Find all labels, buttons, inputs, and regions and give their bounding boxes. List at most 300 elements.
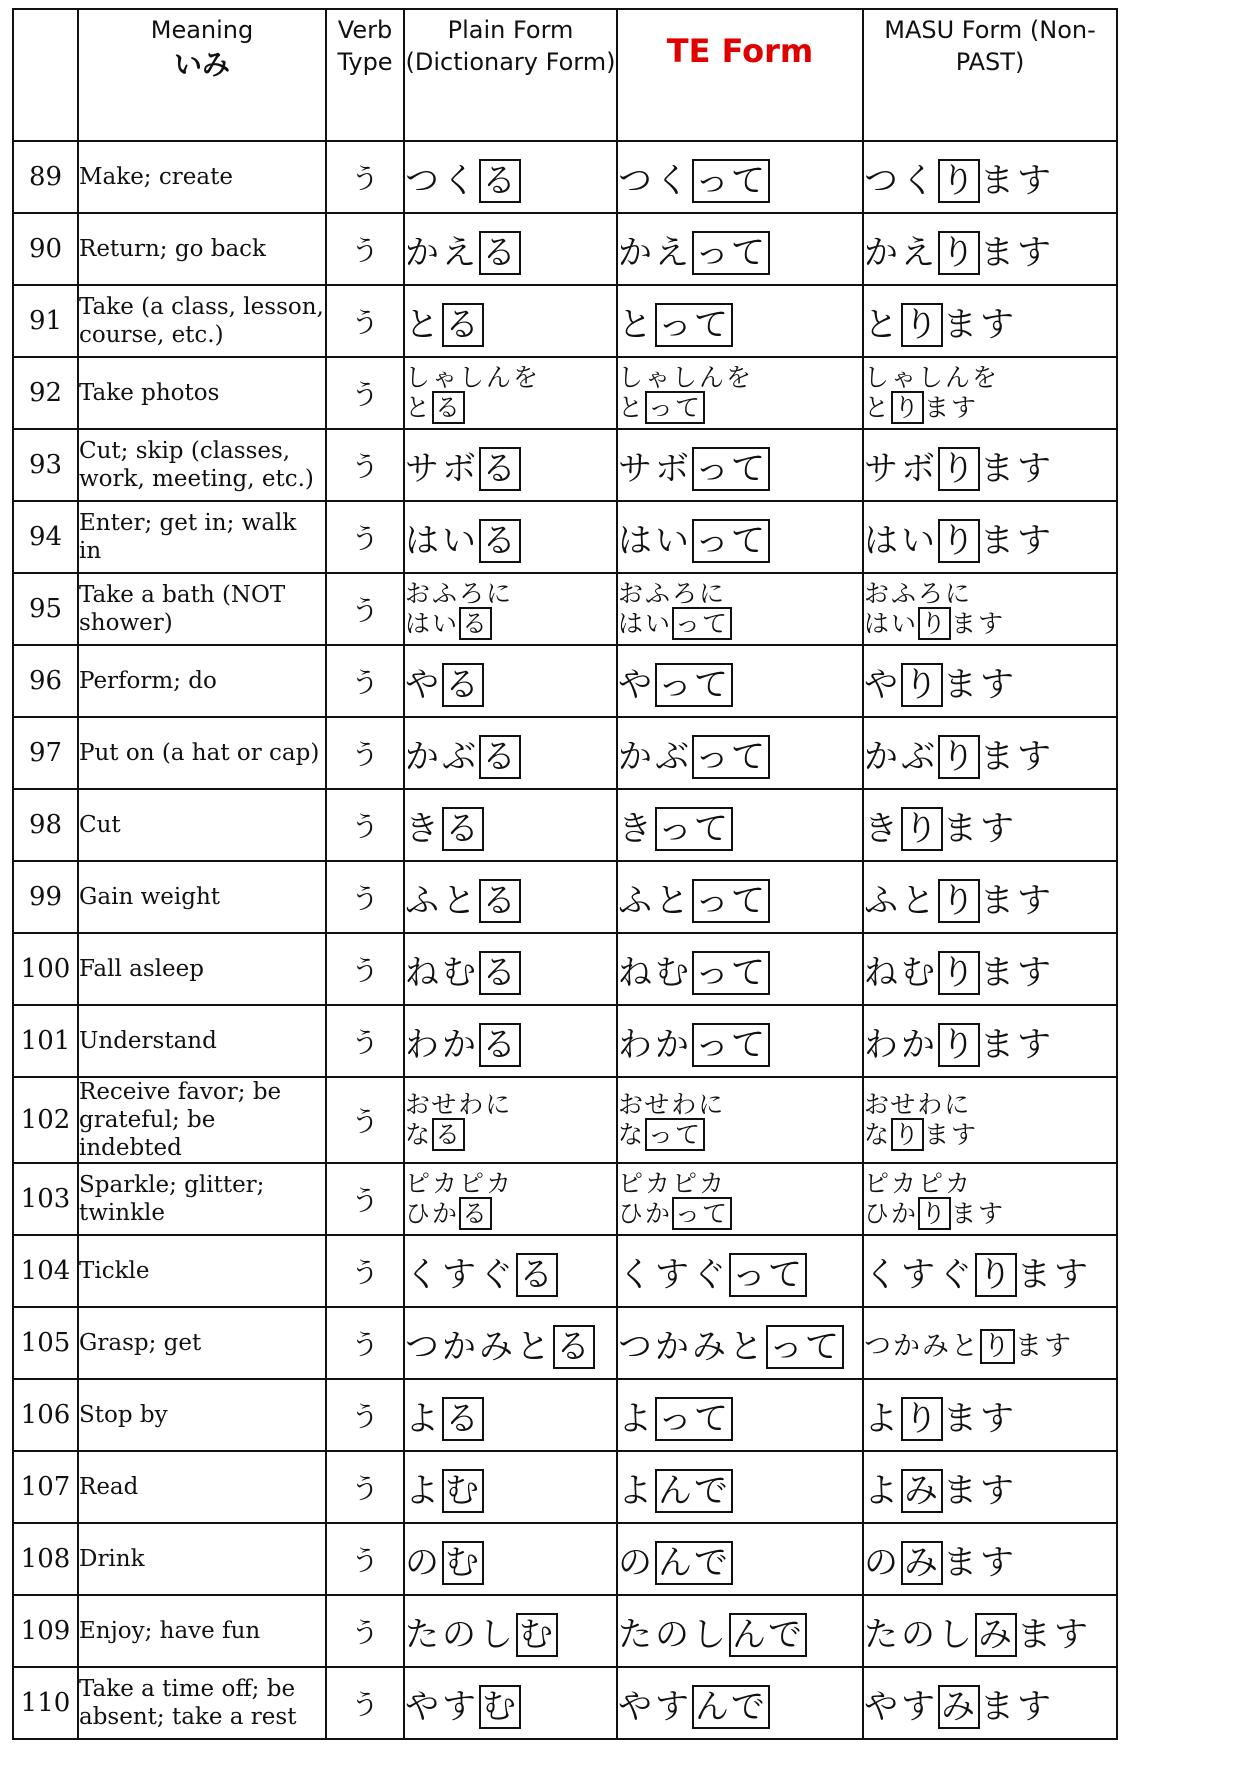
verb-type-cell: う	[326, 1595, 404, 1667]
plain-form-cell	[404, 1163, 617, 1235]
masu-form-main	[864, 1391, 1116, 1440]
plain-form-cell	[404, 1523, 617, 1595]
meaning-cell: Enjoy; have fun	[78, 1595, 326, 1667]
masu-form-main	[864, 297, 1116, 346]
plain-form-main	[405, 657, 616, 706]
plain-form-stem: と	[405, 304, 442, 345]
verb-type-cell: う	[326, 501, 404, 573]
meaning-cell: Take a bath (NOT shower)	[78, 573, 326, 645]
masu-form-boxed-ending: り	[975, 1253, 1017, 1297]
table-row	[13, 357, 1117, 429]
meaning-header-label: Meaning	[150, 16, 254, 44]
masu-form-main	[864, 729, 1116, 778]
meaning-cell: Take photos	[78, 357, 326, 429]
plain-form-boxed-ending: る	[479, 951, 521, 995]
te-form-stem: つく	[618, 160, 692, 201]
plain-form-stem: やす	[405, 1686, 479, 1727]
meaning-cell: Grasp; get	[78, 1307, 326, 1379]
plain-form-stem: と	[405, 393, 433, 422]
verb-type-cell: う	[326, 1077, 404, 1163]
masu-form-stem: の	[864, 1542, 901, 1583]
meaning-cell: Drink	[78, 1523, 326, 1595]
verb-type-column-header: Verb Type	[326, 9, 404, 141]
masu-form-cell	[863, 429, 1117, 501]
row-number: 100	[13, 933, 78, 1005]
te-form-stem: き	[618, 808, 655, 849]
plain-form-cell	[404, 1077, 617, 1163]
masu-form-tail: ます	[943, 664, 1017, 705]
plain-form-main	[405, 1319, 616, 1368]
number-column-header	[13, 9, 78, 141]
plain-form-stem: ひか	[405, 1199, 460, 1229]
masu-form-stem: かえ	[864, 232, 938, 273]
masu-form-boxed-ending: り	[891, 1118, 924, 1151]
te-form-cell	[617, 1523, 863, 1595]
masu-form-stem: たのし	[864, 1614, 975, 1655]
te-form-boxed-ending: んで	[655, 1541, 733, 1585]
te-form-main	[618, 1607, 862, 1656]
te-form-boxed-ending: って	[692, 159, 770, 203]
te-form-cell	[617, 573, 863, 645]
masu-form-main	[864, 1199, 1116, 1230]
masu-form-main	[864, 1607, 1116, 1656]
te-form-stem: わか	[618, 1024, 692, 1065]
plain-form-cell	[404, 141, 617, 213]
verb-type-cell: う	[326, 933, 404, 1005]
te-form-cell	[617, 213, 863, 285]
verb-conjugation-table	[12, 8, 1118, 1740]
plain-form-boxed-ending: る	[432, 1118, 465, 1151]
te-form-cell	[617, 1163, 863, 1235]
masu-form-tail: ます	[980, 1024, 1054, 1065]
masu-form-main	[864, 1679, 1116, 1728]
row-number: 99	[13, 861, 78, 933]
masu-form-tail: ます	[943, 304, 1017, 345]
plain-form-stem: よ	[405, 1470, 442, 1511]
plain-form-stem: の	[405, 1542, 442, 1583]
masu-form-boxed-ending: り	[918, 607, 951, 640]
masu-form-stem: つく	[864, 160, 938, 201]
masu-form-boxed-ending: り	[901, 807, 943, 851]
te-form-prefix: しゃしんを	[618, 362, 754, 392]
masu-form-stem: やす	[864, 1686, 938, 1727]
masu-form-prefix: しゃしんを	[864, 362, 1000, 392]
plain-form-stem: な	[405, 1120, 433, 1150]
verb-type-cell: う	[326, 429, 404, 501]
te-form-stem: サボ	[618, 448, 692, 489]
masu-form-main	[864, 1324, 1116, 1363]
masu-form-cell	[863, 1667, 1117, 1739]
masu-form-boxed-ending: り	[980, 1329, 1015, 1364]
row-number: 97	[13, 717, 78, 789]
plain-form-stem: かえ	[405, 232, 479, 273]
te-form-main	[618, 609, 862, 640]
plain-form-cell	[404, 357, 617, 429]
table-row	[13, 285, 1117, 357]
masu-form-boxed-ending: り	[938, 879, 980, 923]
te-form-boxed-ending: って	[655, 1397, 733, 1441]
table-row	[13, 933, 1117, 1005]
table-row	[13, 141, 1117, 213]
plain-form-boxed-ending: る	[442, 663, 484, 707]
te-form-stem: ふと	[618, 880, 692, 921]
plain-form-stem: はい	[405, 609, 460, 638]
masu-form-cell	[863, 645, 1117, 717]
verb-type-cell: う	[326, 1667, 404, 1739]
verb-type-cell: う	[326, 1379, 404, 1451]
masu-form-prefix: ピカピカ	[864, 1168, 973, 1198]
masu-form-main	[864, 657, 1116, 706]
masu-form-cell	[863, 1307, 1117, 1379]
te-form-cell	[617, 933, 863, 1005]
row-number: 89	[13, 141, 78, 213]
masu-form-main	[864, 153, 1116, 202]
masu-form-tail: ます	[1015, 1330, 1073, 1362]
meaning-cell: Gain weight	[78, 861, 326, 933]
masu-form-boxed-ending: り	[901, 303, 943, 347]
row-number: 107	[13, 1451, 78, 1523]
row-number: 95	[13, 573, 78, 645]
verb-type-cell: う	[326, 1307, 404, 1379]
plain-form-main	[405, 393, 616, 424]
plain-form-main	[405, 1199, 616, 1230]
masu-form-tail: ます	[943, 1470, 1017, 1511]
te-form-boxed-ending: って	[672, 607, 732, 640]
plain-form-cell	[404, 861, 617, 933]
masu-form-stem: かぶ	[864, 736, 938, 777]
masu-form-stem: くすぐ	[864, 1254, 975, 1295]
row-number: 103	[13, 1163, 78, 1235]
masu-form-tail: ます	[951, 1199, 1006, 1229]
meaning-cell: Understand	[78, 1005, 326, 1077]
masu-form-boxed-ending: み	[938, 1685, 980, 1729]
masu-form-cell	[863, 717, 1117, 789]
masu-form-boxed-ending: り	[918, 1197, 951, 1230]
plain-form-main	[405, 609, 616, 640]
row-number: 104	[13, 1235, 78, 1307]
masu-form-stem: な	[864, 1120, 892, 1150]
plain-form-main	[405, 729, 616, 778]
plain-form-boxed-ending: る	[553, 1325, 595, 1369]
plain-form-boxed-ending: る	[459, 1197, 492, 1230]
masu-form-tail: ます	[980, 736, 1054, 777]
plain-form-cell	[404, 285, 617, 357]
meaning-column-header	[78, 9, 326, 141]
masu-form-stem: き	[864, 808, 901, 849]
verb-type-cell: う	[326, 573, 404, 645]
te-form-main	[618, 1199, 862, 1230]
masu-form-boxed-ending: み	[975, 1613, 1017, 1657]
table-row	[13, 501, 1117, 573]
masu-form-tail: ます	[943, 808, 1017, 849]
table-row	[13, 429, 1117, 501]
te-form-boxed-ending: って	[645, 1118, 705, 1151]
masu-form-boxed-ending: り	[938, 231, 980, 275]
masu-form-stem: はい	[864, 609, 919, 638]
te-form-main	[618, 801, 862, 850]
te-form-boxed-ending: って	[655, 663, 733, 707]
plain-form-stem: ふと	[405, 880, 479, 921]
plain-form-prefix: しゃしんを	[405, 362, 541, 392]
masu-form-cell	[863, 573, 1117, 645]
te-form-main	[618, 729, 862, 778]
te-form-boxed-ending: って	[692, 447, 770, 491]
masu-form-boxed-ending: り	[938, 735, 980, 779]
te-form-main	[618, 1017, 862, 1066]
plain-form-prefix: ピカピカ	[405, 1168, 514, 1198]
plain-form-boxed-ending: る	[479, 735, 521, 779]
row-number: 110	[13, 1667, 78, 1739]
plain-form-cell	[404, 1307, 617, 1379]
te-form-main	[618, 441, 862, 490]
masu-form-cell	[863, 1379, 1117, 1451]
te-form-boxed-ending: って	[692, 951, 770, 995]
te-form-main	[618, 1319, 862, 1368]
row-number: 108	[13, 1523, 78, 1595]
plain-form-stem: サボ	[405, 448, 479, 489]
table-row	[13, 573, 1117, 645]
table-row	[13, 1379, 1117, 1451]
row-number: 90	[13, 213, 78, 285]
te-form-stem: かぶ	[618, 736, 692, 777]
table-row	[13, 717, 1117, 789]
te-form-prefix: ピカピカ	[618, 1168, 727, 1198]
masu-form-cell	[863, 1163, 1117, 1235]
plain-form-boxed-ending: る	[479, 1023, 521, 1067]
masu-form-tail: ます	[980, 448, 1054, 489]
plain-form-boxed-ending: む	[442, 1541, 484, 1585]
plain-form-main	[405, 513, 616, 562]
plain-form-boxed-ending: る	[432, 391, 465, 424]
verb-type-cell: う	[326, 861, 404, 933]
plain-form-boxed-ending: る	[479, 447, 521, 491]
plain-form-stem: はい	[405, 520, 479, 561]
meaning-cell: Return; go back	[78, 213, 326, 285]
te-form-boxed-ending: んで	[692, 1685, 770, 1729]
te-form-main	[618, 1679, 862, 1728]
table-row	[13, 1163, 1117, 1235]
verb-type-cell: う	[326, 213, 404, 285]
meaning-cell: Sparkle; glitter; twinkle	[78, 1163, 326, 1235]
plain-form-boxed-ending: る	[479, 159, 521, 203]
plain-form-main	[405, 1463, 616, 1512]
plain-form-cell	[404, 1451, 617, 1523]
masu-form-tail: ます	[980, 232, 1054, 273]
plain-form-main	[405, 297, 616, 346]
masu-form-main	[864, 393, 1116, 424]
te-form-main	[618, 297, 862, 346]
masu-form-tail: ます	[1017, 1614, 1091, 1655]
plain-form-cell	[404, 573, 617, 645]
plain-form-cell	[404, 645, 617, 717]
masu-form-boxed-ending: り	[891, 391, 924, 424]
verb-type-cell: う	[326, 357, 404, 429]
masu-form-main	[864, 609, 1116, 640]
plain-form-main	[405, 1017, 616, 1066]
te-form-cell	[617, 717, 863, 789]
masu-form-tail: ます	[943, 1542, 1017, 1583]
table-row	[13, 1523, 1117, 1595]
row-number: 106	[13, 1379, 78, 1451]
table-row	[13, 1005, 1117, 1077]
te-form-stem: はい	[618, 520, 692, 561]
masu-form-boxed-ending: り	[938, 159, 980, 203]
plain-form-stem: わか	[405, 1024, 479, 1065]
te-form-boxed-ending: って	[692, 735, 770, 779]
verb-type-cell: う	[326, 1235, 404, 1307]
plain-form-cell	[404, 1379, 617, 1451]
te-form-cell	[617, 1307, 863, 1379]
te-form-cell	[617, 141, 863, 213]
te-form-boxed-ending: って	[692, 519, 770, 563]
te-form-main	[618, 513, 862, 562]
masu-form-tail: ます	[980, 160, 1054, 201]
plain-form-stem: つく	[405, 160, 479, 201]
plain-form-boxed-ending: る	[459, 607, 492, 640]
masu-form-stem: よ	[864, 1398, 901, 1439]
plain-form-main	[405, 441, 616, 490]
masu-form-stem: わか	[864, 1024, 938, 1065]
meaning-cell: Perform; do	[78, 645, 326, 717]
plain-form-stem: ねむ	[405, 952, 479, 993]
meaning-cell: Put on (a hat or cap)	[78, 717, 326, 789]
masu-form-stem: はい	[864, 520, 938, 561]
row-number: 102	[13, 1077, 78, 1163]
masu-form-cell	[863, 1523, 1117, 1595]
masu-form-cell	[863, 285, 1117, 357]
table-row	[13, 1667, 1117, 1739]
plain-form-cell	[404, 933, 617, 1005]
masu-form-boxed-ending: り	[938, 447, 980, 491]
meaning-cell: Read	[78, 1451, 326, 1523]
plain-form-main	[405, 1247, 616, 1296]
te-form-cell	[617, 645, 863, 717]
te-form-stem: よ	[618, 1398, 655, 1439]
plain-form-boxed-ending: る	[479, 879, 521, 923]
te-form-stem: と	[618, 393, 646, 422]
plain-form-main	[405, 1607, 616, 1656]
plain-form-cell	[404, 501, 617, 573]
plain-form-main	[405, 801, 616, 850]
masu-form-tail: ます	[980, 952, 1054, 993]
te-form-prefix: おせわに	[618, 1089, 726, 1119]
te-form-boxed-ending: って	[655, 303, 733, 347]
masu-form-prefix: おふろに	[864, 578, 973, 608]
masu-form-stem: ふと	[864, 880, 938, 921]
plain-form-main	[405, 1120, 616, 1151]
masu-form-stem: ねむ	[864, 952, 938, 993]
plain-form-main	[405, 153, 616, 202]
masu-form-cell	[863, 933, 1117, 1005]
te-form-cell	[617, 501, 863, 573]
meaning-cell: Cut	[78, 789, 326, 861]
plain-form-cell	[404, 1235, 617, 1307]
meaning-cell: Fall asleep	[78, 933, 326, 1005]
masu-form-main	[864, 1017, 1116, 1066]
te-form-stem: はい	[618, 609, 673, 638]
te-form-stem: ねむ	[618, 952, 692, 993]
masu-form-stem: や	[864, 664, 901, 705]
te-form-stem: と	[618, 304, 655, 345]
te-form-stem: たのし	[618, 1614, 729, 1655]
masu-form-tail: ます	[943, 1398, 1017, 1439]
plain-form-stem: よ	[405, 1398, 442, 1439]
meaning-cell: Cut; skip (classes, work, meeting, etc.)	[78, 429, 326, 501]
masu-form-cell	[863, 501, 1117, 573]
plain-form-cell	[404, 717, 617, 789]
te-form-main	[618, 1463, 862, 1512]
te-form-cell	[617, 1667, 863, 1739]
masu-form-boxed-ending: み	[901, 1469, 943, 1513]
plain-form-cell	[404, 429, 617, 501]
masu-form-tail: ます	[980, 880, 1054, 921]
plain-form-stem: たのし	[405, 1614, 516, 1655]
plain-form-boxed-ending: る	[479, 231, 521, 275]
plain-form-main	[405, 1391, 616, 1440]
te-form-main	[618, 945, 862, 994]
masu-form-stem: よ	[864, 1470, 901, 1511]
table-row	[13, 1307, 1117, 1379]
te-form-main	[618, 393, 862, 424]
te-form-cell	[617, 1595, 863, 1667]
te-form-main	[618, 1535, 862, 1584]
te-form-stem: かえ	[618, 232, 692, 273]
table-row	[13, 1595, 1117, 1667]
verb-type-cell: う	[326, 1451, 404, 1523]
plain-form-main	[405, 1679, 616, 1728]
row-number: 109	[13, 1595, 78, 1667]
plain-form-prefix: おふろに	[405, 578, 514, 608]
masu-form-cell	[863, 861, 1117, 933]
te-form-main	[618, 1247, 862, 1296]
plain-form-stem: くすぐ	[405, 1254, 516, 1295]
te-form-main	[618, 657, 862, 706]
te-form-cell	[617, 1451, 863, 1523]
verb-type-cell: う	[326, 1005, 404, 1077]
te-form-cell	[617, 789, 863, 861]
meaning-cell: Make; create	[78, 141, 326, 213]
row-number: 91	[13, 285, 78, 357]
meaning-cell: Take (a class, lesson, course, etc.)	[78, 285, 326, 357]
plain-form-boxed-ending: る	[479, 519, 521, 563]
plain-form-cell	[404, 1005, 617, 1077]
masu-form-stem: つかみと	[864, 1330, 980, 1362]
te-form-stem: の	[618, 1542, 655, 1583]
te-form-stem: な	[618, 1120, 646, 1150]
plain-form-stem: かぶ	[405, 736, 479, 777]
masu-form-boxed-ending: り	[901, 663, 943, 707]
plain-form-cell	[404, 213, 617, 285]
te-form-stem: や	[618, 664, 655, 705]
te-form-cell	[617, 1379, 863, 1451]
masu-form-tail: ます	[924, 393, 979, 422]
masu-form-cell	[863, 357, 1117, 429]
row-number: 96	[13, 645, 78, 717]
te-form-prefix: おふろに	[618, 578, 727, 608]
te-form-cell	[617, 1235, 863, 1307]
te-form-stem: やす	[618, 1686, 692, 1727]
masu-form-main	[864, 801, 1116, 850]
masu-form-stem: と	[864, 304, 901, 345]
te-form-boxed-ending: って	[729, 1253, 807, 1297]
te-form-main	[618, 153, 862, 202]
te-form-stem: つかみと	[618, 1326, 766, 1367]
row-number: 105	[13, 1307, 78, 1379]
masu-form-main	[864, 1535, 1116, 1584]
row-number: 92	[13, 357, 78, 429]
verb-type-cell: う	[326, 285, 404, 357]
table-row	[13, 789, 1117, 861]
